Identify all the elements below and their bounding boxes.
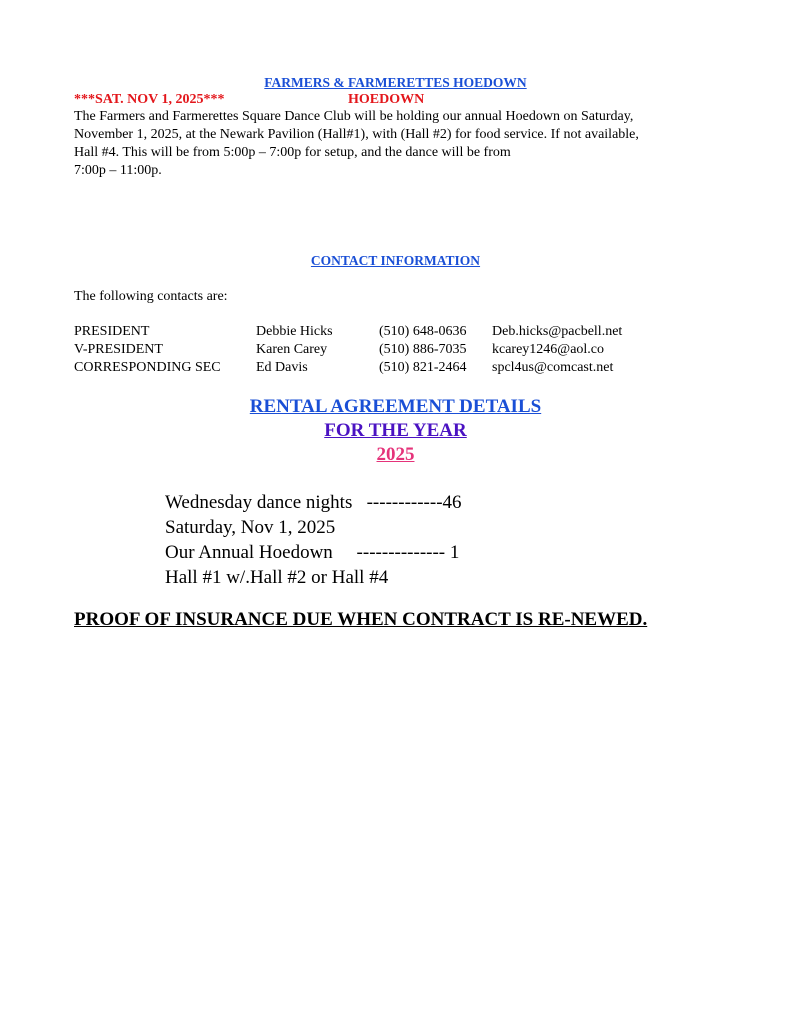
rental-title: RENTAL AGREEMENT DETAILS bbox=[249, 396, 542, 417]
hoedown-subtitle: HOEDOWN bbox=[348, 92, 425, 107]
description-line: The Farmers and Farmerettes Square Dance Club will be holding our annual Hoedown on Saturday, bbox=[74, 109, 634, 124]
rental-detail-line: Saturday, Nov 1, 2025 bbox=[165, 517, 336, 538]
year-value: 2025 bbox=[376, 444, 415, 465]
rental-detail-line: Wednesday dance nights ------------46 bbox=[165, 492, 462, 513]
contact-email: kcarey1246@aol.co bbox=[492, 342, 605, 357]
insurance-notice: PROOF OF INSURANCE DUE WHEN CONTRACT IS RE-NEWED. bbox=[74, 609, 648, 630]
contact-phone: (510) 886-7035 bbox=[379, 342, 467, 357]
contact-email: Deb.hicks@pacbell.net bbox=[492, 324, 623, 339]
contacts-intro: The following contacts are: bbox=[74, 289, 228, 304]
event-description bbox=[74, 108, 724, 180]
rental-details bbox=[165, 490, 462, 590]
contact-name: Debbie Hicks bbox=[256, 324, 333, 339]
description-line: Hall #4. This will be from 5:00p – 7:00p for setup, and the dance will be from bbox=[74, 145, 511, 160]
contact-phone: (510) 648-0636 bbox=[379, 324, 467, 339]
contact-role: V-PRESIDENT bbox=[74, 342, 163, 357]
contact-role: CORRESPONDING SEC bbox=[74, 360, 221, 375]
contact-role: PRESIDENT bbox=[74, 324, 150, 339]
year-label: FOR THE YEAR bbox=[324, 420, 467, 441]
contact-phone: (510) 821-2464 bbox=[379, 360, 467, 375]
hoedown-title: FARMERS & FARMERETTES HOEDOWN bbox=[264, 75, 527, 90]
contact-name: Karen Carey bbox=[256, 342, 328, 357]
rental-detail-line: Hall #1 w/.Hall #2 or Hall #4 bbox=[165, 567, 389, 588]
contact-title: CONTACT INFORMATION bbox=[310, 253, 481, 268]
rental-detail-line: Our Annual Hoedown -------------- 1 bbox=[165, 542, 460, 563]
contact-name: Ed Davis bbox=[256, 360, 308, 375]
event-date: ***SAT. NOV 1, 2025*** bbox=[74, 92, 225, 107]
description-line: November 1, 2025, at the Newark Pavilion (Hall#1), with (Hall #2) for food service. If not available, bbox=[74, 127, 639, 142]
description-line: 7:00p – 11:00p. bbox=[74, 163, 162, 178]
contact-email: spcl4us@comcast.net bbox=[492, 360, 614, 375]
